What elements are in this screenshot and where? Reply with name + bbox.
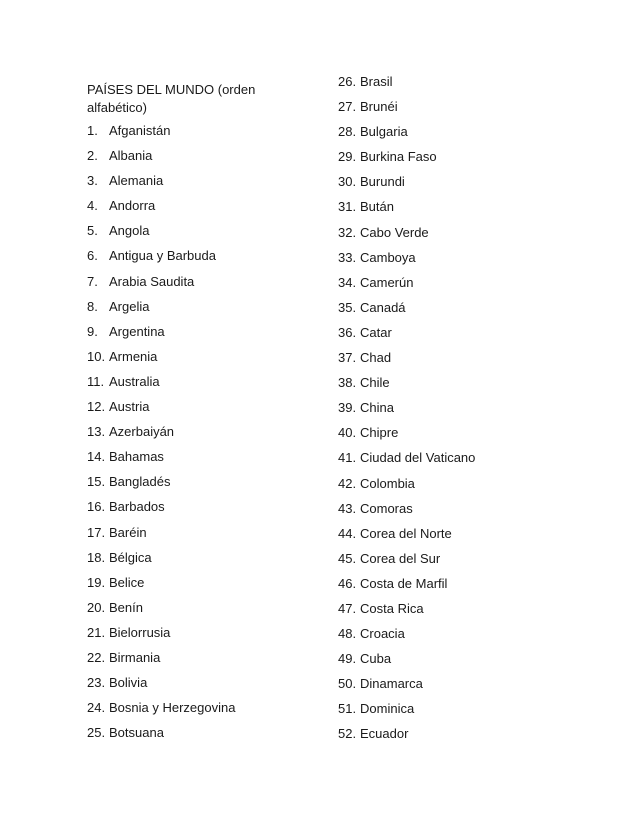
list-item-country: Armenia (109, 348, 158, 364)
list-item-number: 34. (338, 274, 357, 290)
list-item-country: Benín (109, 599, 143, 615)
list-item-country: Ecuador (360, 726, 409, 742)
list-item-number: 10. (87, 348, 106, 364)
list-item-country: Croacia (360, 626, 405, 642)
list-item-country: Arabia Saudita (109, 273, 195, 289)
country-list-right (338, 69, 475, 747)
list-item-country: Bélgica (109, 549, 152, 565)
list-item (87, 344, 235, 369)
list-item-country: Azerbaiyán (109, 424, 175, 440)
list-item-number: 49. (338, 651, 357, 667)
list-item (338, 320, 475, 345)
list-item (87, 243, 235, 268)
list-item (338, 69, 475, 94)
list-item (338, 546, 475, 571)
list-item-country: Colombia (360, 475, 415, 491)
list-item (338, 94, 475, 119)
list-item-country: Dinamarca (360, 676, 423, 692)
list-item-country: Australia (109, 373, 160, 389)
list-item-country: Bangladés (109, 474, 171, 490)
list-item (338, 194, 475, 219)
list-item-number: 24. (87, 700, 106, 716)
list-item-country: Bielorrusia (109, 624, 171, 640)
list-item-number: 36. (338, 324, 357, 340)
list-item-country: Bahamas (109, 449, 164, 465)
list-item-country: Afganistán (109, 123, 171, 138)
list-item-country: Birmania (109, 649, 161, 665)
page-title: PAÍSES DEL MUNDO (orden alfabético) (87, 82, 256, 115)
list-item-number: 13. (87, 424, 106, 440)
list-item (338, 370, 475, 395)
list-item (87, 143, 235, 168)
list-item-country: Camboya (360, 249, 416, 265)
list-item (338, 471, 475, 496)
list-item (338, 646, 475, 671)
list-item-number: 41. (338, 450, 357, 466)
list-item (338, 169, 475, 194)
country-list-left (87, 118, 235, 745)
list-item (87, 595, 235, 620)
list-item-country: Brunéi (360, 99, 398, 115)
list-item (338, 696, 475, 721)
list-item-number: 22. (87, 649, 106, 665)
list-item-number: 20. (87, 599, 106, 615)
list-item (87, 118, 235, 143)
list-item-number: 51. (338, 701, 357, 717)
list-item-country: Cuba (360, 651, 392, 667)
list-item (87, 645, 235, 670)
list-item (87, 369, 235, 394)
list-item-country: Barbados (109, 499, 165, 515)
list-item-country: Catar (360, 324, 392, 340)
list-item (87, 520, 235, 545)
list-item-number: 48. (338, 626, 357, 642)
list-item-number: 47. (338, 600, 357, 616)
list-item (338, 295, 475, 320)
list-item-country: Cabo Verde (360, 224, 429, 240)
list-item-number: 18. (87, 549, 106, 565)
list-item-number: 39. (338, 400, 357, 416)
list-item-number: 14. (87, 449, 106, 465)
list-item (87, 193, 235, 218)
list-item-country: Bulgaria (360, 124, 408, 140)
list-item-country: Albania (109, 148, 153, 164)
list-item-number: 5. (87, 223, 98, 239)
list-item-number: 12. (87, 399, 106, 415)
list-item (87, 570, 235, 595)
list-item-country: Chad (360, 350, 392, 366)
list-item-number: 17. (87, 524, 106, 540)
list-item-number: 28. (338, 124, 357, 140)
list-item-number: 32. (338, 224, 357, 240)
list-item (87, 168, 235, 193)
list-item-number: 2. (87, 148, 98, 164)
list-item-number: 52. (338, 726, 357, 742)
list-item-number: 50. (338, 676, 357, 692)
list-item-number: 38. (338, 375, 357, 391)
list-item (338, 395, 475, 420)
list-item-country: Botsuana (109, 725, 164, 741)
list-item-country: China (360, 400, 394, 416)
list-item-number: 30. (338, 174, 357, 190)
list-item-number: 23. (87, 675, 106, 691)
list-item-number: 21. (87, 624, 106, 640)
list-item-country: Angola (109, 223, 150, 239)
list-item-country: Comoras (360, 500, 413, 516)
list-item-number: 31. (338, 199, 357, 215)
list-item-country: Bután (360, 199, 394, 215)
list-item (87, 695, 235, 720)
list-item (338, 220, 475, 245)
list-item-country: Corea del Norte (360, 525, 452, 541)
list-item (87, 419, 235, 444)
list-item-country: Baréin (109, 524, 147, 540)
list-item-country: Chile (360, 375, 390, 391)
list-item (338, 270, 475, 295)
list-item (338, 571, 475, 596)
list-item-number: 26. (338, 74, 357, 89)
list-item-country: Alemania (109, 173, 164, 189)
list-item-number: 35. (338, 299, 357, 315)
list-item (87, 720, 235, 745)
list-item-number: 40. (338, 425, 357, 441)
list-item-number: 4. (87, 198, 98, 214)
list-item (338, 119, 475, 144)
list-item (87, 494, 235, 519)
list-item (87, 218, 235, 243)
list-item-number: 33. (338, 249, 357, 265)
list-item-number: 7. (87, 273, 98, 289)
list-item (338, 420, 475, 445)
list-item-country: Chipre (360, 425, 399, 441)
list-item (87, 469, 235, 494)
list-item-number: 42. (338, 475, 357, 491)
list-item-country: Andorra (109, 198, 156, 214)
list-item (87, 670, 235, 695)
list-item-number: 1. (87, 123, 98, 138)
list-item (87, 620, 235, 645)
list-item-number: 8. (87, 298, 98, 314)
list-item-country: Corea del Sur (360, 550, 441, 566)
list-item (338, 496, 475, 521)
list-item-number: 3. (87, 173, 98, 189)
list-item-country: Bolivia (109, 675, 148, 691)
list-item (87, 319, 235, 344)
list-item-country: Dominica (360, 701, 415, 717)
list-item-country: Bosnia y Herzegovina (109, 700, 236, 716)
list-item-country: Burkina Faso (360, 149, 437, 165)
list-item-number: 43. (338, 500, 357, 516)
list-item (338, 245, 475, 270)
list-item-country: Brasil (360, 74, 393, 89)
list-item-number: 6. (87, 248, 98, 264)
list-item-number: 46. (338, 575, 357, 591)
list-item (338, 144, 475, 169)
list-item (338, 621, 475, 646)
list-item-country: Austria (109, 399, 150, 415)
list-item (338, 521, 475, 546)
list-item (338, 596, 475, 621)
list-item-country: Antigua y Barbuda (109, 248, 216, 264)
list-item-country: Belice (109, 574, 145, 590)
list-item-country: Canadá (360, 299, 406, 315)
list-item-number: 45. (338, 550, 357, 566)
list-item-number: 15. (87, 474, 106, 490)
list-item-country: Argentina (109, 323, 165, 339)
list-item-number: 25. (87, 725, 106, 741)
list-item (338, 445, 475, 470)
list-item-number: 29. (338, 149, 357, 165)
list-item-country: Argelia (109, 298, 150, 314)
list-item (338, 671, 475, 696)
list-item (338, 345, 475, 370)
list-item-country: Ciudad del Vaticano (360, 450, 476, 466)
list-item (87, 269, 235, 294)
list-item (87, 294, 235, 319)
list-item-country: Costa de Marfil (360, 575, 448, 591)
list-item-number: 11. (87, 373, 105, 389)
list-item-number: 37. (338, 350, 357, 366)
list-item-country: Burundi (360, 174, 405, 190)
list-item-country: Costa Rica (360, 600, 424, 616)
list-item-number: 27. (338, 99, 357, 115)
list-item-number: 19. (87, 574, 106, 590)
list-item (338, 721, 475, 746)
list-item-number: 9. (87, 323, 98, 339)
list-item (87, 444, 235, 469)
list-item-country: Camerún (360, 274, 414, 290)
list-item (87, 394, 235, 419)
list-item-number: 16. (87, 499, 106, 515)
list-item (87, 545, 235, 570)
list-item-number: 44. (338, 525, 357, 541)
